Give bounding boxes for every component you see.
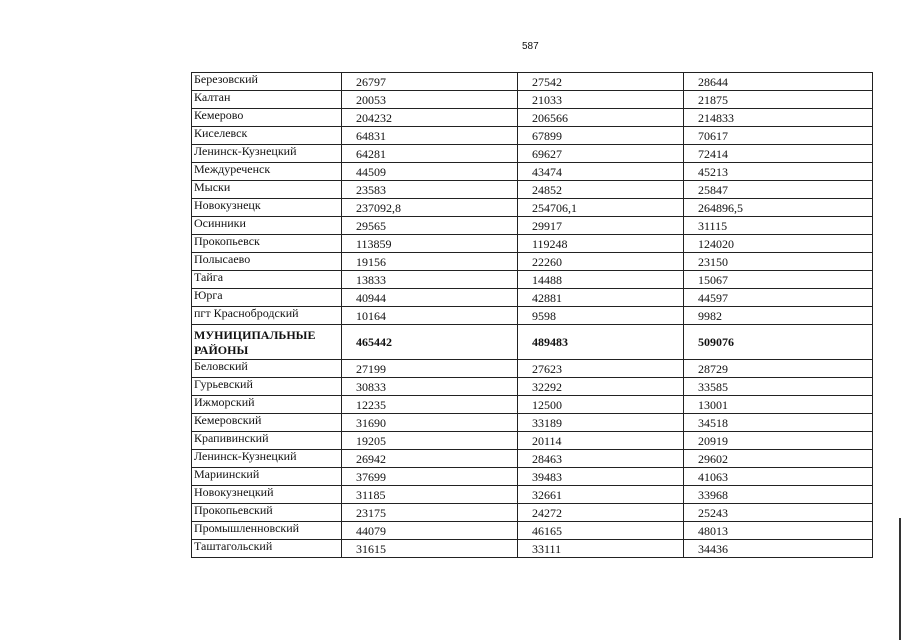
table-row <box>192 217 873 235</box>
row-value-1: 44509 <box>342 163 518 181</box>
table-row <box>192 109 873 127</box>
row-value-2: 24272 <box>518 504 684 522</box>
table-row <box>192 396 873 414</box>
table-row <box>192 378 873 396</box>
row-value-1: 40944 <box>342 289 518 307</box>
row-value-3: 34436 <box>684 540 873 558</box>
row-name: Калтан <box>192 91 342 109</box>
row-value-1: 23583 <box>342 181 518 199</box>
section-title: МУНИЦИПАЛЬНЫЕ РАЙОНЫ <box>192 325 342 360</box>
section-value-3: 509076 <box>684 325 873 360</box>
row-value-1: 37699 <box>342 468 518 486</box>
row-value-1: 31185 <box>342 486 518 504</box>
row-value-2: 32292 <box>518 378 684 396</box>
row-name: Мыски <box>192 181 342 199</box>
row-value-2: 69627 <box>518 145 684 163</box>
row-name: Беловский <box>192 360 342 378</box>
table-row <box>192 522 873 540</box>
table-row <box>192 199 873 217</box>
row-value-2: 14488 <box>518 271 684 289</box>
section-header-row <box>192 325 873 360</box>
row-value-2: 67899 <box>518 127 684 145</box>
row-value-1: 64281 <box>342 145 518 163</box>
row-value-3: 44597 <box>684 289 873 307</box>
table-row <box>192 127 873 145</box>
section-value-1: 465442 <box>342 325 518 360</box>
row-value-1: 12235 <box>342 396 518 414</box>
table-row <box>192 468 873 486</box>
table-row <box>192 289 873 307</box>
table-row <box>192 181 873 199</box>
row-name: пгт Краснобродский <box>192 307 342 325</box>
table-row <box>192 91 873 109</box>
row-value-3: 13001 <box>684 396 873 414</box>
row-value-2: 46165 <box>518 522 684 540</box>
row-name: Ленинск-Кузнецкий <box>192 450 342 468</box>
row-name: Кемеровский <box>192 414 342 432</box>
row-value-1: 31690 <box>342 414 518 432</box>
table-row <box>192 540 873 558</box>
row-name: Промышленновский <box>192 522 342 540</box>
row-name: Осинники <box>192 217 342 235</box>
row-value-1: 30833 <box>342 378 518 396</box>
table-body <box>192 73 873 558</box>
row-value-1: 31615 <box>342 540 518 558</box>
row-name: Новокузнецк <box>192 199 342 217</box>
row-value-2: 33189 <box>518 414 684 432</box>
row-value-2: 254706,1 <box>518 199 684 217</box>
row-value-2: 22260 <box>518 253 684 271</box>
table-row <box>192 414 873 432</box>
row-name: Прокопьевский <box>192 504 342 522</box>
row-value-3: 41063 <box>684 468 873 486</box>
row-name: Полысаево <box>192 253 342 271</box>
row-value-1: 27199 <box>342 360 518 378</box>
table-row <box>192 271 873 289</box>
row-value-2: 20114 <box>518 432 684 450</box>
row-value-3: 34518 <box>684 414 873 432</box>
table-row <box>192 253 873 271</box>
row-value-3: 45213 <box>684 163 873 181</box>
row-value-3: 29602 <box>684 450 873 468</box>
data-table <box>191 72 873 558</box>
row-name: Ленинск-Кузнецкий <box>192 145 342 163</box>
table-row <box>192 145 873 163</box>
row-value-3: 28644 <box>684 73 873 91</box>
row-value-1: 237092,8 <box>342 199 518 217</box>
row-value-3: 33968 <box>684 486 873 504</box>
row-name: Крапивинский <box>192 432 342 450</box>
row-value-2: 28463 <box>518 450 684 468</box>
row-value-2: 119248 <box>518 235 684 253</box>
row-value-2: 43474 <box>518 163 684 181</box>
row-value-3: 31115 <box>684 217 873 235</box>
row-value-1: 64831 <box>342 127 518 145</box>
table-row <box>192 432 873 450</box>
row-value-3: 20919 <box>684 432 873 450</box>
row-value-1: 26797 <box>342 73 518 91</box>
row-value-2: 33111 <box>518 540 684 558</box>
row-value-3: 28729 <box>684 360 873 378</box>
row-value-2: 24852 <box>518 181 684 199</box>
row-value-2: 29917 <box>518 217 684 235</box>
row-value-2: 21033 <box>518 91 684 109</box>
row-value-1: 204232 <box>342 109 518 127</box>
row-value-1: 19205 <box>342 432 518 450</box>
row-value-3: 48013 <box>684 522 873 540</box>
row-name: Юрга <box>192 289 342 307</box>
table-row <box>192 73 873 91</box>
row-name: Таштагольский <box>192 540 342 558</box>
row-value-1: 44079 <box>342 522 518 540</box>
row-value-2: 27623 <box>518 360 684 378</box>
row-value-3: 25243 <box>684 504 873 522</box>
row-value-2: 27542 <box>518 73 684 91</box>
row-name: Прокопьевск <box>192 235 342 253</box>
row-value-3: 15067 <box>684 271 873 289</box>
row-value-1: 23175 <box>342 504 518 522</box>
row-name: Ижморский <box>192 396 342 414</box>
row-value-3: 9982 <box>684 307 873 325</box>
row-value-3: 124020 <box>684 235 873 253</box>
row-name: Березовский <box>192 73 342 91</box>
row-value-3: 23150 <box>684 253 873 271</box>
row-value-1: 19156 <box>342 253 518 271</box>
row-value-2: 39483 <box>518 468 684 486</box>
row-value-3: 264896,5 <box>684 199 873 217</box>
row-value-3: 21875 <box>684 91 873 109</box>
row-value-3: 70617 <box>684 127 873 145</box>
row-name: Киселевск <box>192 127 342 145</box>
row-value-1: 29565 <box>342 217 518 235</box>
row-name: Тайга <box>192 271 342 289</box>
row-value-3: 214833 <box>684 109 873 127</box>
row-value-1: 20053 <box>342 91 518 109</box>
page-number: 587 <box>522 41 539 52</box>
row-name: Мариинский <box>192 468 342 486</box>
row-name: Новокузнецкий <box>192 486 342 504</box>
row-value-1: 26942 <box>342 450 518 468</box>
section-value-2: 489483 <box>518 325 684 360</box>
table-row <box>192 450 873 468</box>
table-row <box>192 486 873 504</box>
row-value-1: 113859 <box>342 235 518 253</box>
table-row <box>192 307 873 325</box>
scan-edge-mark <box>899 518 905 640</box>
row-name: Кемерово <box>192 109 342 127</box>
row-value-3: 72414 <box>684 145 873 163</box>
table-row <box>192 235 873 253</box>
row-value-2: 32661 <box>518 486 684 504</box>
row-name: Междуреченск <box>192 163 342 181</box>
row-value-2: 12500 <box>518 396 684 414</box>
row-value-2: 42881 <box>518 289 684 307</box>
row-value-3: 33585 <box>684 378 873 396</box>
table-row <box>192 163 873 181</box>
row-value-2: 9598 <box>518 307 684 325</box>
row-value-1: 13833 <box>342 271 518 289</box>
row-value-1: 10164 <box>342 307 518 325</box>
row-value-3: 25847 <box>684 181 873 199</box>
table-row <box>192 360 873 378</box>
row-name: Гурьевский <box>192 378 342 396</box>
table-row <box>192 504 873 522</box>
row-value-2: 206566 <box>518 109 684 127</box>
